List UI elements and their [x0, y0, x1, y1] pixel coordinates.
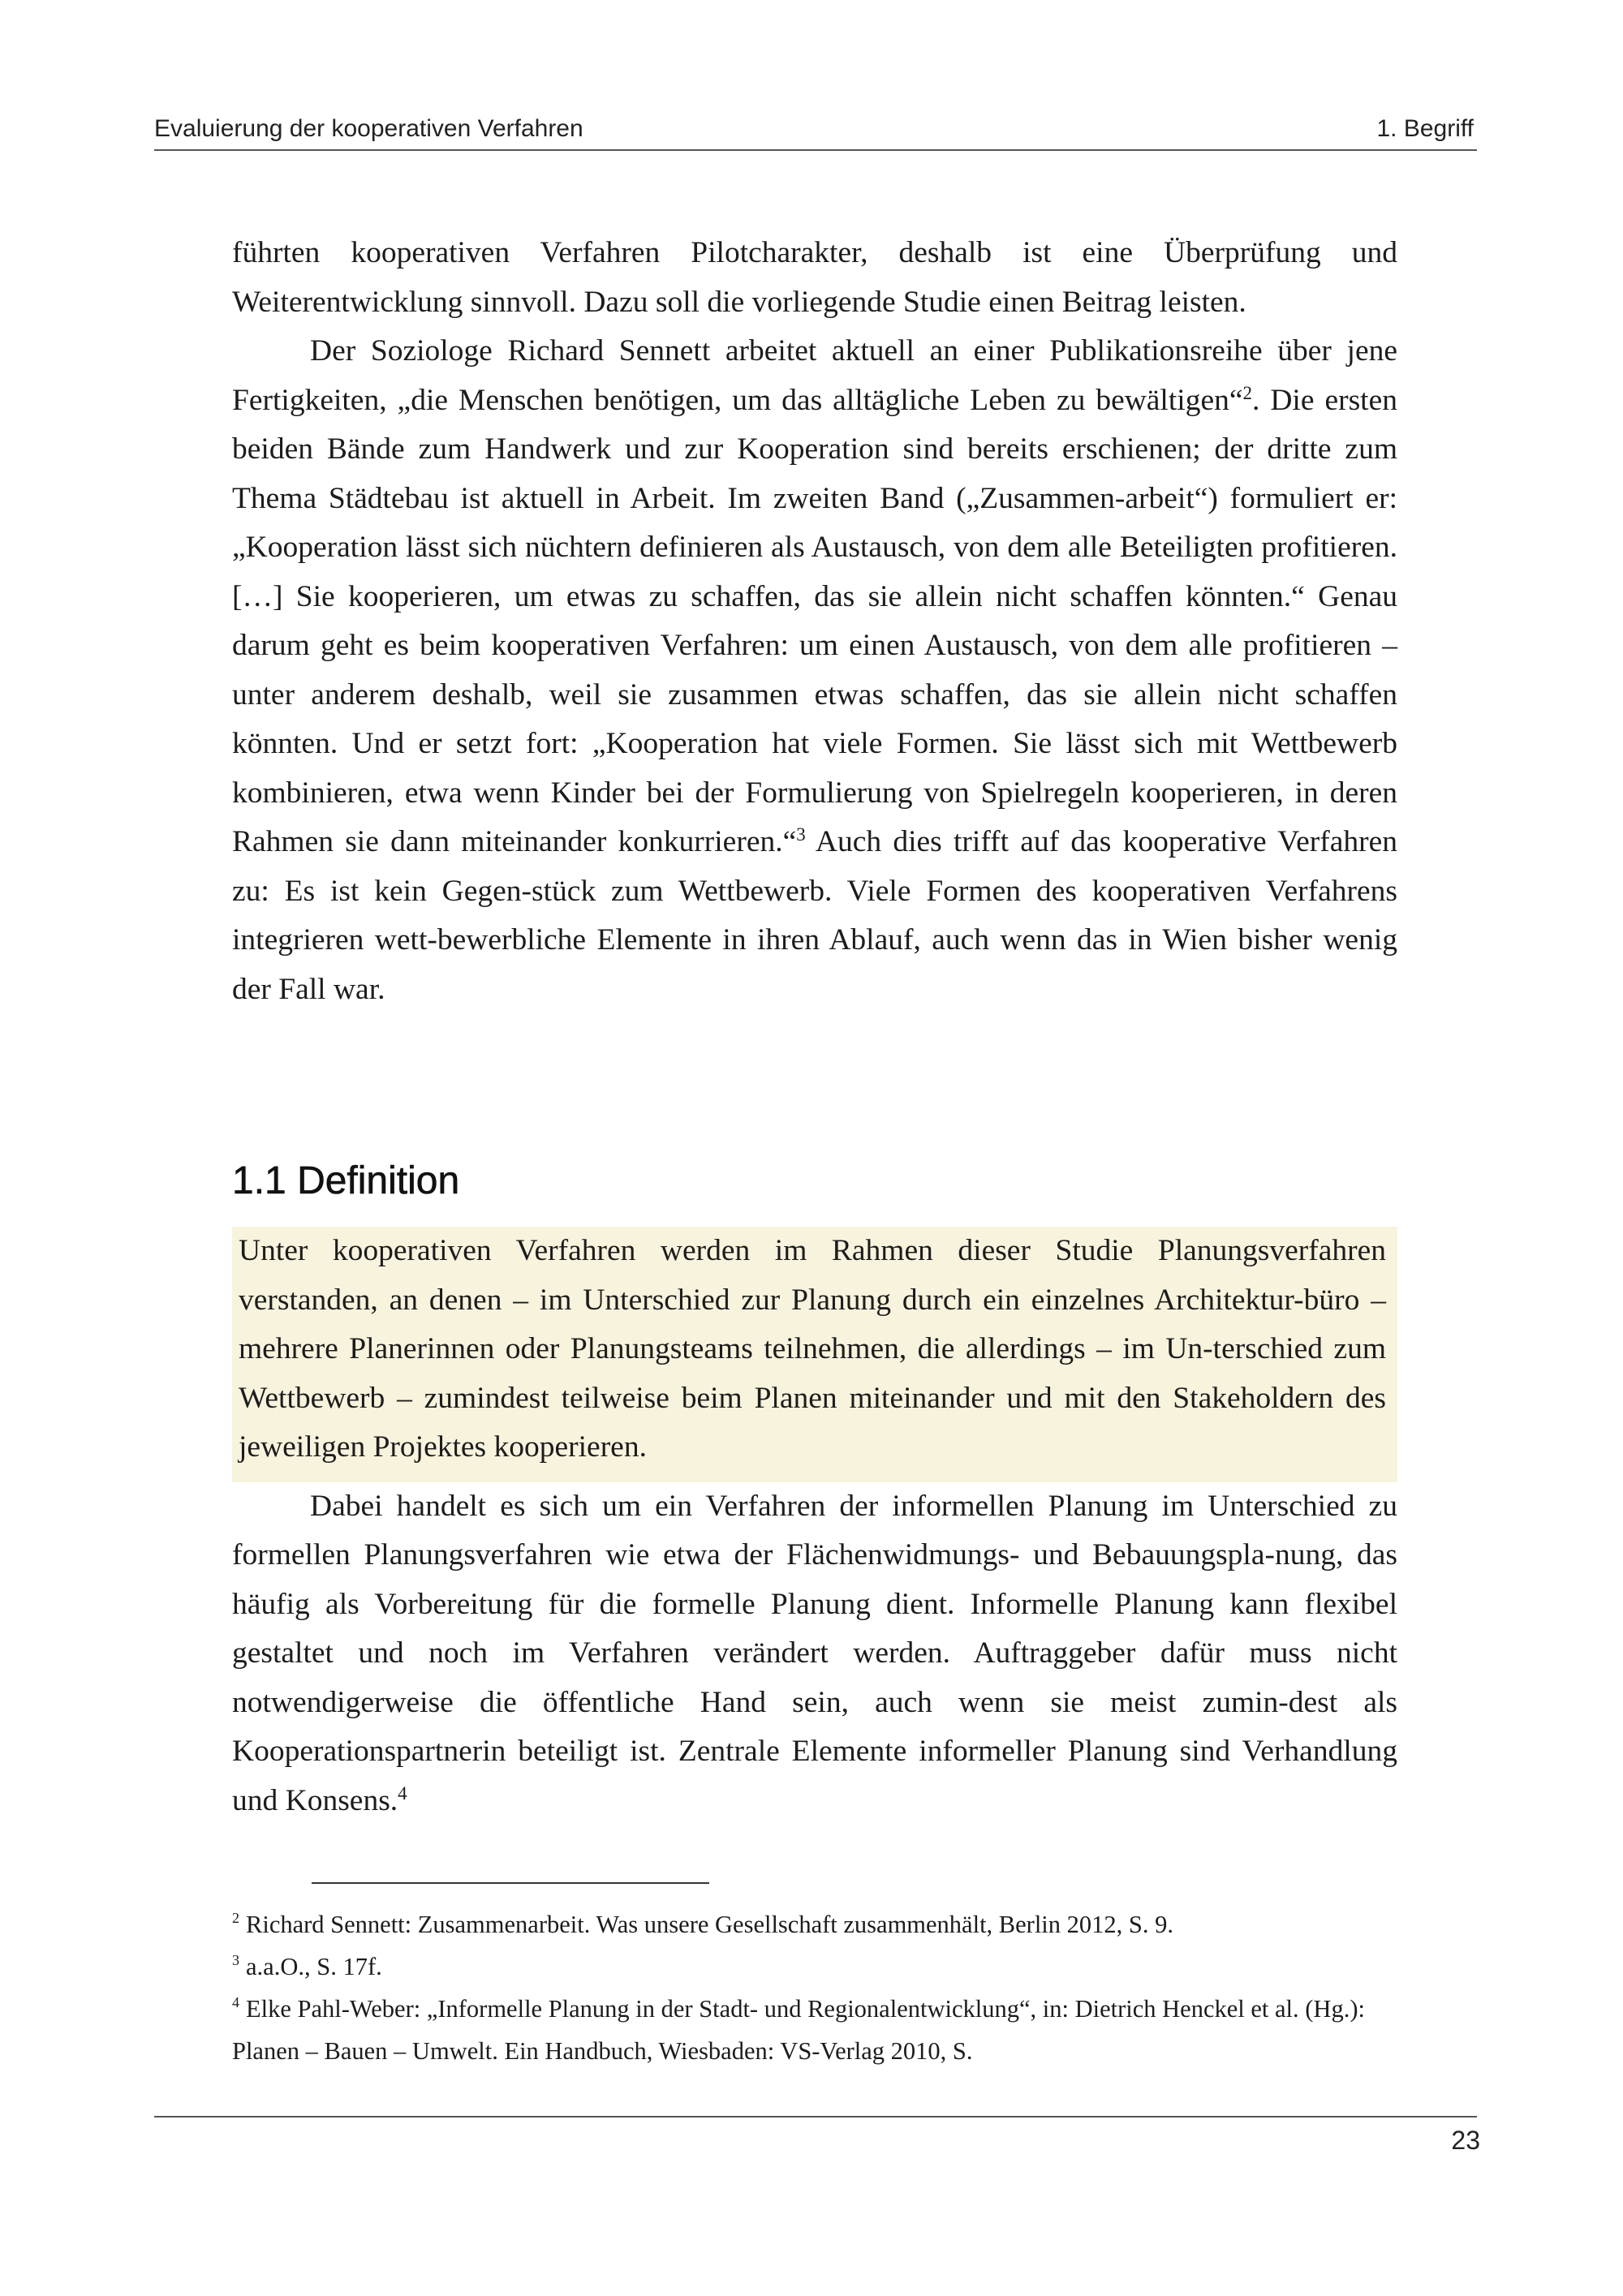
section-heading: 1.1 Definition: [232, 1159, 460, 1202]
footnote-ref: 4: [398, 1782, 407, 1804]
footer-rule: [154, 2116, 1477, 2118]
page-number: 23: [1451, 2126, 1480, 2155]
footnotes: [232, 1903, 1393, 2072]
footnote-number: 3: [232, 1952, 239, 1968]
footnote-text: Richard Sennett: Zusammenarbeit. Was unsere Gesellschaft zusammenhält, Berlin 2012, S. 9.: [246, 1911, 1173, 1938]
definition-text-block: [232, 1227, 1397, 1825]
header-title: Evaluierung der kooperativen Verfahren: [154, 115, 583, 142]
footnote: [232, 1988, 1393, 2072]
paragraph-text: Der Soziologe Richard Sennett arbeitet aktuell an einer Publikationsreihe über jene Fertigkeiten, „die Menschen benötigen, um das alltägliche Leben zu bewältigen“: [232, 334, 1397, 417]
intro-text-block: [232, 229, 1397, 1014]
footnote: [232, 1903, 1393, 1946]
header-chapter: 1. Begriff: [1376, 115, 1474, 142]
footnote-number: 2: [232, 1910, 239, 1926]
paragraph: [232, 1482, 1397, 1826]
footnote-ref: 2: [1242, 382, 1252, 403]
footnote-text: Elke Pahl-Weber: „Informelle Planung in der Stadt- und Regionalentwicklung“, in: Dietrich Henckel et al. (Hg.): Planen – Bauen – Umwelt. Ein Handbuch, Wiesbaden: VS-Verlag 2010, S.: [232, 1995, 1365, 2065]
running-header: [154, 115, 1477, 151]
paragraph-text: Dabei handelt es sich um ein Verfahren der informellen Planung im Unterschied zu formellen Planungsverfahren wie etwa der Flächenwidmungs- und Bebauungspla-nung, das häufig als Vorbereitung für die formelle Planung dient. Informelle Planung kann flexibel gestaltet und noch im Verfahren verändert werden. Auftraggeber dafür muss nicht notwendigerweise die öffentliche Hand sein, auch wenn sie meist zumin-dest als Kooperationspartnerin beteiligt ist. Zentrale Elemente informeller Planung sind Verhandlung und Konsens.: [232, 1489, 1397, 1817]
footnote-text: a.a.O., S. 17f.: [246, 1953, 382, 1980]
paragraph: führten kooperativen Verfahren Pilotcharakter, deshalb ist eine Überprüfung und Weiterentwicklung sinnvoll. Dazu soll die vorliegende Studie einen Beitrag leisten.: [232, 236, 1397, 319]
paragraph-text: . Die ersten beiden Bände zum Handwerk und zur Kooperation sind bereits erschienen; der dritte zum Thema Städtebau ist aktuell in Arbeit. Im zweiten Band („Zusammen-arbeit“) formuliert er: „Kooperation lässt sich nüchtern definieren als Austausch, von dem alle Beteiligten profitieren. […] Sie kooperieren, um etwas zu schaffen, das sie allein nicht schaffen könnten.“ Genau darum geht es beim kooperativen Verfahren: um einen Austausch, von dem alle profitieren – unter anderem deshalb, weil sie zusammen etwas schaffen, das sie allein nicht schaffen könnten. Und er setzt fort: „Kooperation hat viele Formen. Sie lässt sich mit Wettbewerb kombinieren, etwa wenn Kinder bei der Formulierung von Spielregeln kooperieren, in deren Rahmen sie dann miteinander konkurrieren.“: [232, 383, 1397, 858]
paragraph: [232, 327, 1397, 1014]
footnote-number: 4: [232, 1994, 239, 2010]
highlighted-definition: Unter kooperativen Verfahren werden im Rahmen dieser Studie Planungsverfahren verstanden, an denen – im Unterschied zur Planung durch ein einzelnes Architektur-büro – mehrere Planerinnen oder Planungsteams teilnehmen, die allerdings – im Un-terschied zum Wettbewerb – zumindest teilweise beim Planen miteinander und mit den Stakeholdern des jeweiligen Projektes kooperieren.: [232, 1227, 1397, 1482]
footnote: [232, 1946, 1393, 1988]
footnote-ref: 3: [796, 824, 806, 845]
footnote-separator: [312, 1882, 709, 1884]
paragraph-text: Auch dies trifft auf das kooperative Verfahren zu: Es ist kein Gegen-stück zum Wettbewerb. Viele Formen des kooperativen Verfahrens integrieren wett-bewerbliche Elemente in ihren Ablauf, auch wenn das in Wien bisher wenig der Fall war.: [232, 825, 1397, 1006]
